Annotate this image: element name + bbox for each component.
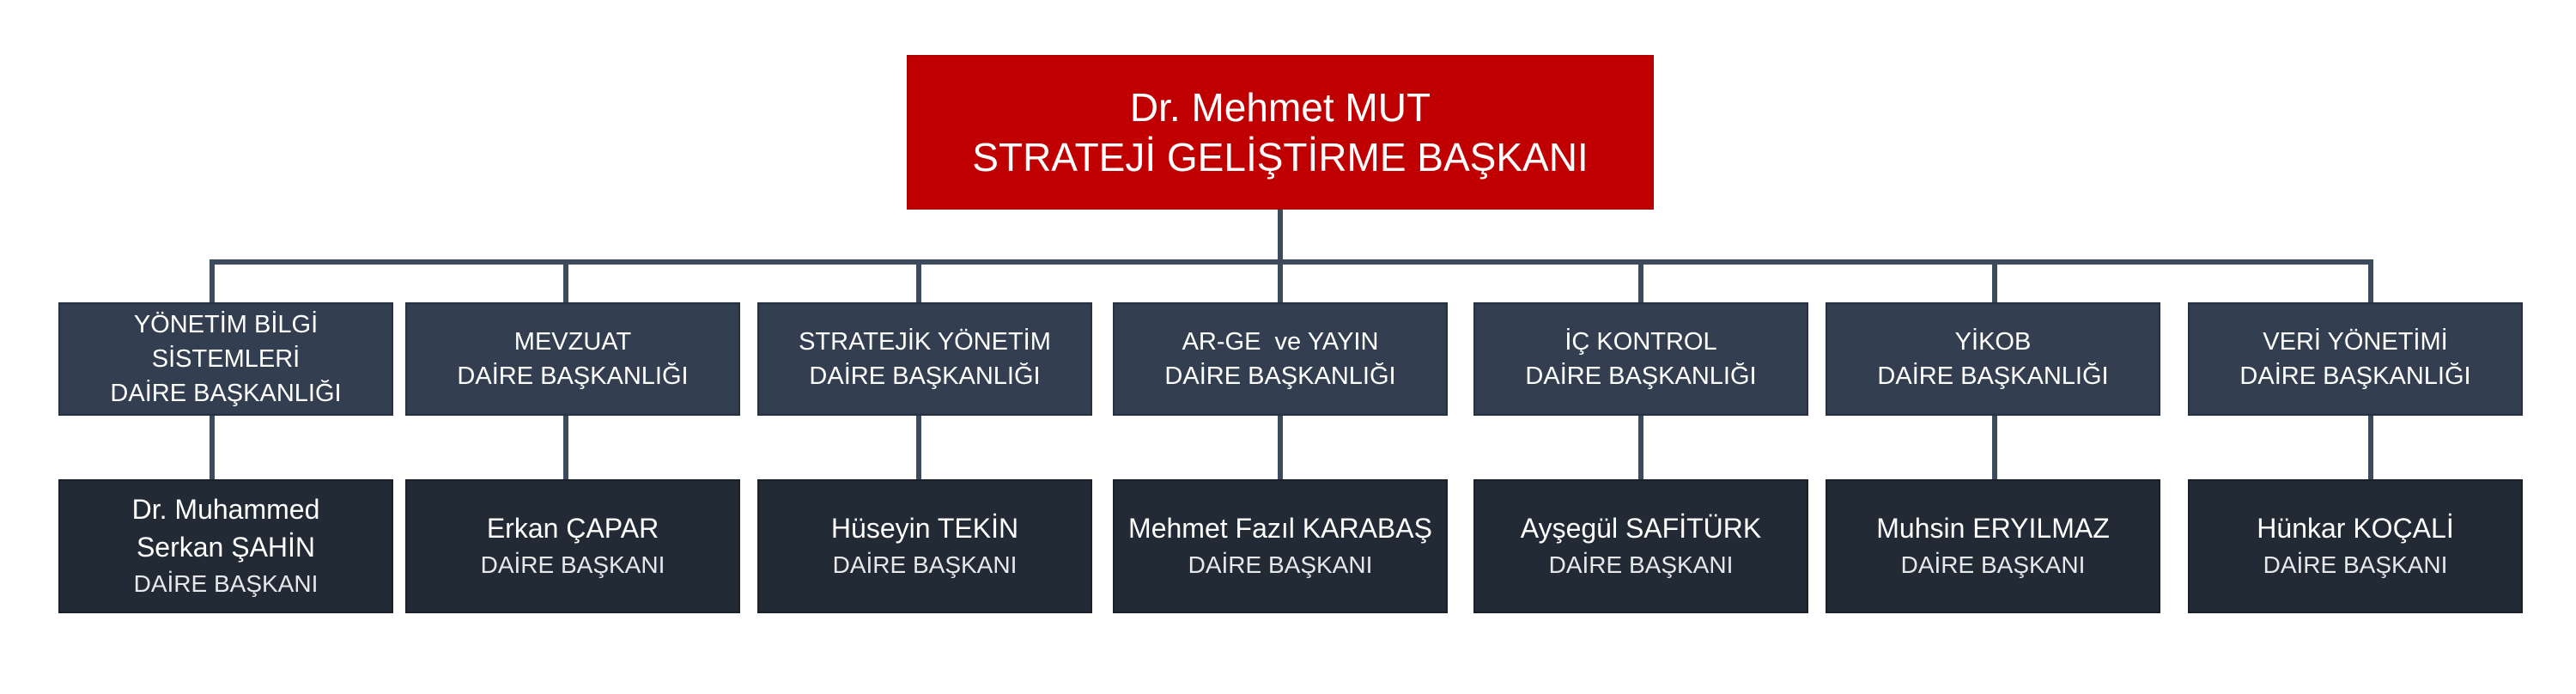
person-box-5 — [1473, 479, 1808, 613]
person-name: Ayşegül SAFİTÜRK — [1520, 513, 1762, 544]
dept-line1: YİKOB — [1954, 328, 2032, 356]
connector-drop-2 — [563, 259, 568, 304]
person-name: Dr. Muhammed Serkan ŞAHİN — [131, 494, 320, 563]
connector-drop-7 — [2368, 259, 2373, 304]
dept-box-2 — [405, 302, 740, 416]
head-name: Dr. Mehmet MUT — [1129, 85, 1431, 130]
dept-box-4 — [1113, 302, 1448, 416]
person-title: DAİRE BAŞKANI — [2263, 551, 2448, 578]
dept-line2: DAİRE BAŞKANLIĞI — [457, 362, 689, 390]
person-box-1 — [58, 479, 393, 613]
person-title: DAİRE BAŞKANI — [480, 551, 665, 578]
person-title: DAİRE BAŞKANI — [1900, 551, 2086, 578]
dept-box-3 — [757, 302, 1092, 416]
person-title: DAİRE BAŞKANI — [133, 570, 319, 597]
connector-drop-1 — [210, 259, 215, 304]
dept-line1: MEVZUAT — [513, 328, 632, 356]
dept-line1: İÇ KONTROL — [1564, 328, 1717, 356]
connector-horizontal-bus — [210, 259, 2373, 265]
connector-unit-7 — [2368, 416, 2373, 481]
dept-box-7 — [2188, 302, 2523, 416]
connector-unit-5 — [1638, 416, 1643, 481]
dept-line1: AR-GE ve YAYIN — [1182, 328, 1379, 356]
dept-line2: DAİRE BAŞKANLIĞI — [809, 362, 1041, 390]
person-box-2 — [405, 479, 740, 613]
person-box-3 — [757, 479, 1092, 613]
dept-line1: YÖNETİM BİLGİ SİSTEMLERİ — [133, 311, 319, 373]
person-name: Muhsin ERYILMAZ — [1876, 513, 2110, 544]
head-title: STRATEJİ GELİŞTİRME BAŞKANI — [972, 135, 1589, 180]
head-box — [907, 55, 1654, 210]
dept-box-1 — [58, 302, 393, 416]
connector-unit-3 — [916, 416, 921, 481]
dept-line2: DAİRE BAŞKANLIĞI — [1877, 362, 2109, 390]
connector-unit-2 — [563, 416, 568, 481]
person-box-4 — [1113, 479, 1448, 613]
connector-head-down — [1278, 210, 1283, 263]
dept-box-6 — [1826, 302, 2160, 416]
connector-unit-4 — [1278, 416, 1283, 481]
person-title: DAİRE BAŞKANI — [1548, 551, 1734, 578]
dept-line1: STRATEJİK YÖNETİM — [799, 328, 1051, 356]
connector-unit-1 — [210, 416, 215, 481]
dept-line2: DAİRE BAŞKANLIĞI — [110, 380, 342, 407]
person-box-6 — [1826, 479, 2160, 613]
person-title: DAİRE BAŞKANI — [1188, 551, 1373, 578]
connector-drop-5 — [1638, 259, 1643, 304]
connector-drop-3 — [916, 259, 921, 304]
dept-line2: DAİRE BAŞKANLIĞI — [1525, 362, 1757, 390]
dept-line2: DAİRE BAŞKANLIĞI — [1164, 362, 1396, 390]
person-name: Hünkar KOÇALİ — [2257, 513, 2454, 544]
dept-line2: DAİRE BAŞKANLIĞI — [2239, 362, 2471, 390]
person-name: Hüseyin TEKİN — [830, 513, 1019, 544]
person-box-7 — [2188, 479, 2523, 613]
person-name: Erkan ÇAPAR — [486, 513, 659, 544]
connector-drop-4 — [1278, 259, 1283, 304]
connector-unit-6 — [1992, 416, 1997, 481]
person-title: DAİRE BAŞKANI — [832, 551, 1018, 578]
dept-line1: VERİ YÖNETİMİ — [2263, 328, 2448, 356]
person-name: Mehmet Fazıl KARABAŞ — [1128, 513, 1432, 544]
connector-drop-6 — [1992, 259, 1997, 304]
dept-box-5 — [1473, 302, 1808, 416]
